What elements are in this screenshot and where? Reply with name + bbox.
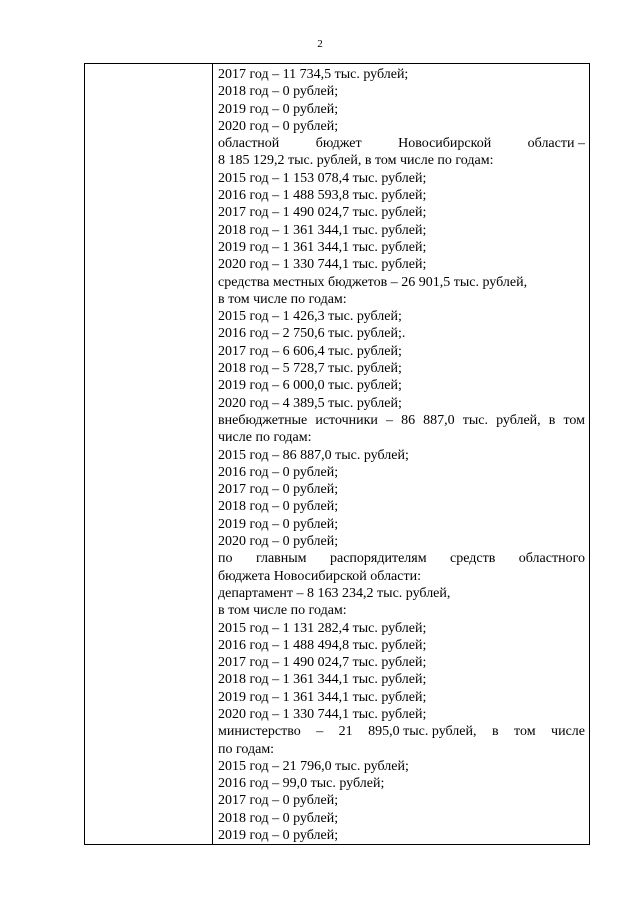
line-word: 895,0 тыс. рублей, [368,724,477,740]
text-line: 2019 год – 1 361 344,1 тыс. рублей; [218,239,427,255]
line-word: внебюджетные [218,412,308,428]
text-line [218,723,585,740]
line-word: области – [527,136,585,152]
text-line: 2016 год – 2 750,6 тыс. рублей;. [218,326,406,342]
text-line: 2019 год – 6 000,0 тыс. рублей; [218,378,402,394]
line-word: в [491,724,499,740]
text-line: 2020 год – 0 рублей; [218,534,339,550]
text-line: 2017 год – 6 606,4 тыс. рублей; [218,343,402,359]
text-line: 2015 год – 1 153 078,4 тыс. рублей; [218,170,427,186]
text-line: 2015 год – 1 426,3 тыс. рублей; [218,309,402,325]
text-line: 2020 год – 4 389,5 тыс. рублей; [218,395,402,411]
text-line: 2015 год – 1 131 282,4 тыс. рублей; [218,620,427,636]
text-line: 2017 год – 11 734,5 тыс. рублей; [218,67,409,82]
text-line: в том числе по годам: [218,291,347,307]
line-word: главным [255,551,307,567]
line-word: – [386,412,394,428]
text-line: 2016 год – 1 488 593,8 тыс. рублей; [218,188,427,204]
line-word: бюджет [315,136,362,152]
text-line: средства местных бюджетов – 26 901,5 тыс. рублей, [218,274,528,290]
line-word: в [548,412,556,428]
text-line: по годам: [218,741,275,757]
text-line: 2020 год – 0 рублей; [218,118,339,134]
line-word: том [514,724,536,740]
text-line: 2018 год – 1 361 344,1 тыс. рублей; [218,222,427,238]
line-word: источники [315,412,378,428]
line-word: – [316,724,324,740]
line-word: распорядителям [329,551,427,567]
line-word: том [563,412,585,428]
text-line: 2020 год – 1 330 744,1 тыс. рублей; [218,257,427,273]
text-line: 2018 год – 5 728,7 тыс. рублей; [218,361,402,377]
line-word: числе [551,724,585,740]
line-word: 86 [401,412,416,428]
text-line: 8 185 129,2 тыс. рублей, в том числе по годам: [218,153,494,169]
line-word: рублей, [496,412,541,428]
text-line: 2016 год – 99,0 тыс. рублей; [218,776,385,792]
text-line: 2015 год – 21 796,0 тыс. рублей; [218,758,409,774]
text-line: бюджета Новосибирской области: [218,568,421,584]
text-line: 2018 год – 0 рублей; [218,810,339,826]
line-word: тыс. [462,412,488,428]
text-line: 2019 год – 1 361 344,1 тыс. рублей; [218,689,427,705]
text-line [218,412,585,429]
line-word: министерство [218,724,301,740]
text-line: 2018 год – 0 рублей; [218,84,339,100]
line-word: областного [518,551,585,567]
text-line: в том числе по годам: [218,603,347,619]
text-line: 2017 год – 0 рублей; [218,482,339,498]
text-line: 2020 год – 1 330 744,1 тыс. рублей; [218,706,427,722]
table-left-cell [85,64,213,844]
text-line: 2018 год – 1 361 344,1 тыс. рублей; [218,672,427,688]
text-line: 2019 год – 0 рублей; [218,101,339,117]
text-line: 2019 год – 0 рублей; [218,828,339,844]
financing-table [84,63,590,845]
line-word: областной [218,136,280,152]
text-line: департамент – 8 163 234,2 тыс. рублей, [218,585,451,601]
line-word: Новосибирской [398,136,492,152]
text-line: 2016 год – 0 рублей; [218,464,339,480]
text-line [218,550,585,567]
text-line: 2016 год – 1 488 494,8 тыс. рублей; [218,637,427,653]
text-line: 2017 год – 1 490 024,7 тыс. рублей; [218,205,427,221]
line-word: средств [450,551,496,567]
text-line [218,135,585,152]
line-word: 887,0 [423,412,455,428]
text-line: 2017 год – 1 490 024,7 тыс. рублей; [218,655,427,671]
page-number: 2 [317,38,323,50]
line-word: по [218,551,233,567]
table-right-cell [218,66,585,844]
text-line: 2019 год – 0 рублей; [218,516,339,532]
text-line: 2017 год – 0 рублей; [218,793,339,809]
text-line: 2018 год – 0 рублей; [218,499,339,515]
line-word: 21 [338,724,353,740]
text-line: числе по годам: [218,430,312,446]
text-line: 2015 год – 86 887,0 тыс. рублей; [218,447,409,463]
